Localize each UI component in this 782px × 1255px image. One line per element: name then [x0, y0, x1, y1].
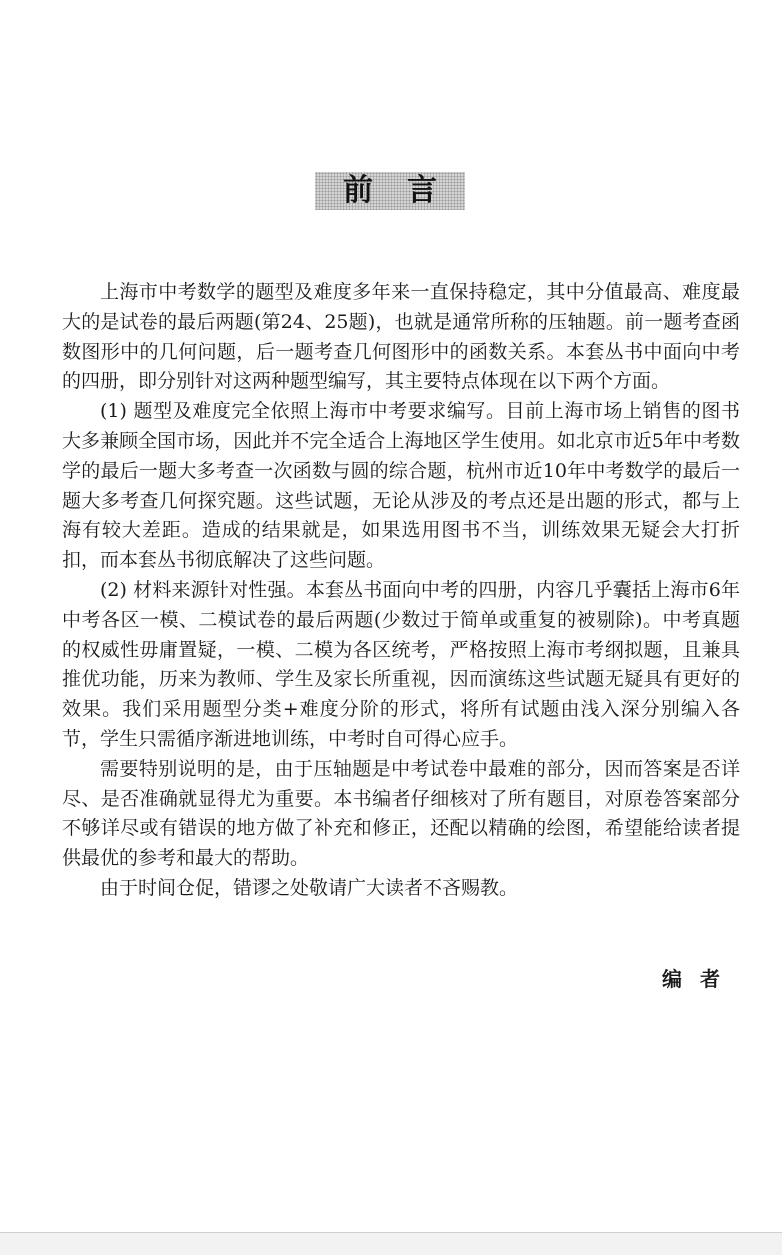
paragraph-closing: 由于时间仓促，错谬之处敬请广大读者不吝赐教。 — [100, 876, 519, 899]
preface-body — [62, 278, 740, 904]
paragraph-note: 需要特别说明的是，由于压轴题是中考试卷中最难的部分，因而答案是否详尽、是否准确就显得尤为重要。本书编者仔细核对了所有题目，对原卷答案部分不够详尽或有错误的地方做了补充和修正，还配以精确的绘图，希望能给读者提供最优的参考和最大的帮助。 — [62, 757, 740, 870]
author-signature: 编者 — [662, 967, 738, 991]
page-title: 前言 — [343, 173, 471, 208]
viewer-bottom-bar — [0, 1232, 782, 1255]
paragraph-point-2: (2) 材料来源针对性强。本套丛书面向中考的四册，内容几乎囊括上海市6年中考各区一模、二模试卷的最后两题(少数过于简单或重复的被剔除)。中考真题的权威性毋庸置疑，一模、二模为各区统考，严格按照上海市考纲拟题，且兼具推优功能，历来为教师、学生及家长所重视，因而演练这些试题无疑具有更好的效果。我们采用题型分类+难度分阶的形式，将所有试题由浅入深分别编入各节，学生只需循序渐进地训练，中考时自可得心应手。 — [62, 578, 740, 750]
title-box — [315, 172, 471, 210]
paragraph-point-1: (1) 题型及难度完全依照上海市中考要求编写。目前上海市场上销售的图书大多兼顾全国市场，因此并不完全适合上海地区学生使用。如北京市近5年中考数学的最后一题大多考查一次函数与圆的综合题，杭州市近10年中考数学的最后一题大多考查几何探究题。这些试题，无论从涉及的考点还是出题的形式，都与上海有较大差距。造成的结果就是，如果选用图书不当，训练效果无疑会大打折扣，而本套丛书彻底解决了这些问题。 — [62, 400, 740, 572]
paragraph-intro: 上海市中考数学的题型及难度多年来一直保持稳定，其中分值最高、难度最大的是试卷的最后两题(第24、25题)，也就是通常所称的压轴题。前一题考查函数图形中的几何问题，后一题考查几何图形中的函数关系。本套丛书中面向中考的四册，即分别针对这两种题型编写，其主要特点体现在以下两个方面。 — [62, 281, 740, 393]
